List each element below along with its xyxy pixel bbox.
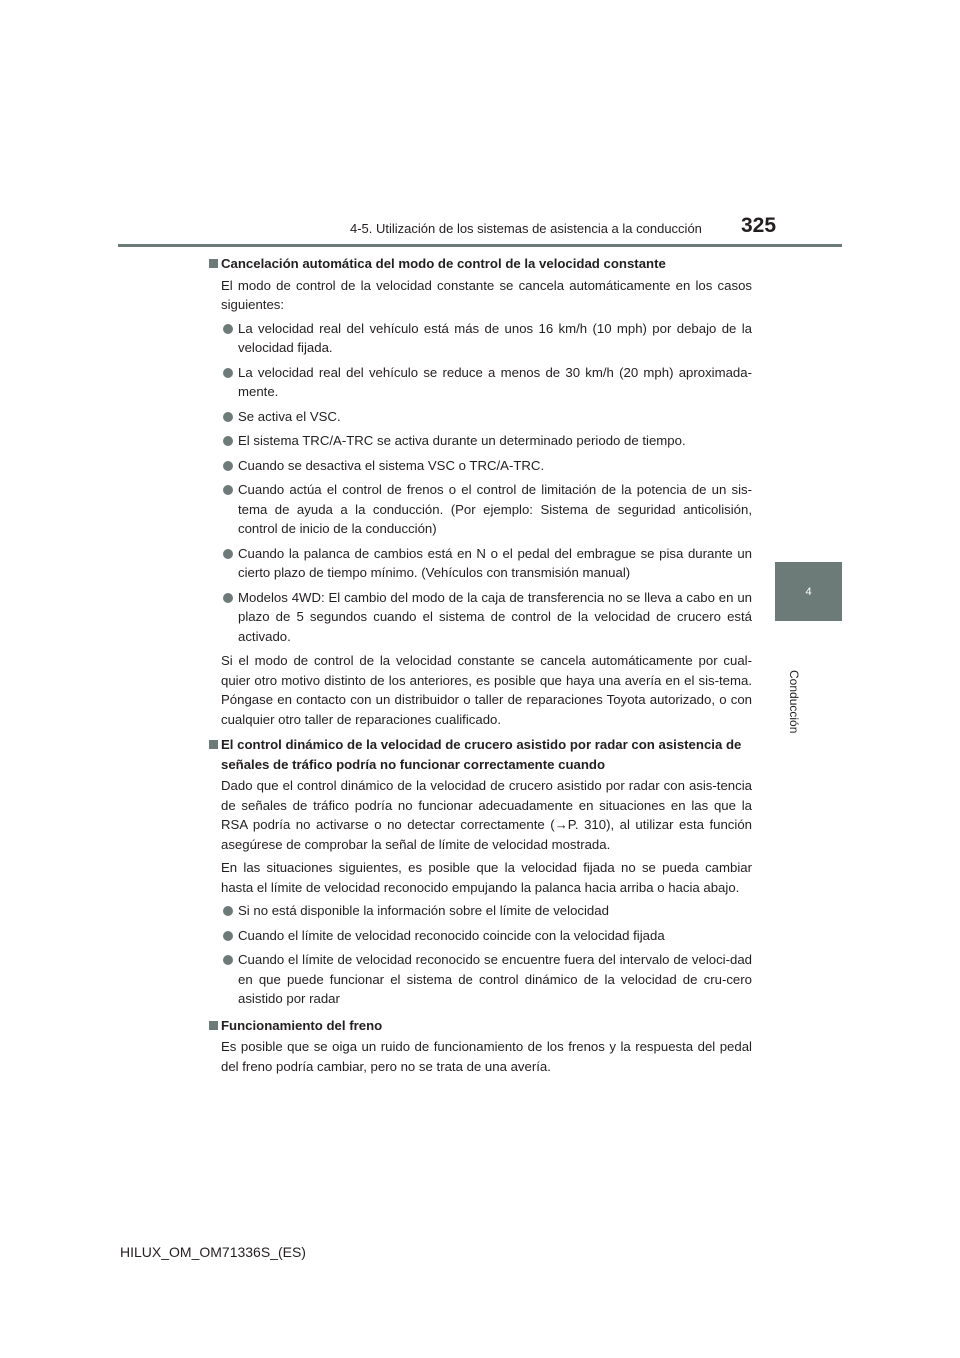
list-item-text: Cuando la palanca de cambios está en N o el pedal del embrague se pisa durante un cierto plazo de tiempo mínimo. (Vehículos con transmisión manual) bbox=[238, 545, 752, 580]
paragraph: Dado que el control dinámico de la velocidad de crucero asistido por radar con asis-tencia de señales de tráfico podría no funcionar adecuadamente en situaciones en las que la RSA podría no activarse o no detectar correctamente (→P. 310), al utilizar esta función asegúrese de comprobar la señal de límite de velocidad mostrada. bbox=[221, 778, 752, 852]
circle-bullet-icon bbox=[223, 955, 233, 965]
list-item-text: Se activa el VSC. bbox=[238, 408, 341, 424]
list-item bbox=[209, 456, 752, 476]
list-item bbox=[209, 926, 752, 946]
circle-bullet-icon bbox=[223, 549, 233, 559]
header-divider bbox=[118, 244, 842, 247]
circle-bullet-icon bbox=[223, 906, 233, 916]
square-bullet-icon bbox=[209, 1021, 218, 1030]
section-heading-text: Funcionamiento del freno bbox=[221, 1017, 383, 1033]
section-heading bbox=[209, 254, 752, 274]
circle-bullet-icon bbox=[223, 485, 233, 495]
list-item-text: La velocidad real del vehículo se reduce a menos de 30 km/h (20 mph) aproximada-mente. bbox=[238, 364, 752, 399]
square-bullet-icon bbox=[209, 740, 218, 749]
list-item bbox=[209, 363, 752, 402]
document-code: HILUX_OM_OM71336S_(ES) bbox=[120, 1244, 306, 1260]
paragraph: Si el modo de control de la velocidad constante se cancela automáticamente por cual-quier otro motivo distinto de los anteriores, es posible que haya una avería en el sis-tema. Póngase en contacto con un distribuidor o taller de reparaciones Toyota autorizado, o con cualquier otro taller de reparaciones cualificado. bbox=[221, 653, 752, 727]
section-heading-text: El control dinámico de la velocidad de crucero asistido por radar con asistencia de señales de tráfico podría no funcionar correctamente cuando bbox=[221, 737, 742, 772]
circle-bullet-icon bbox=[223, 593, 233, 603]
list-item-text: Si no está disponible la información sobre el límite de velocidad bbox=[238, 903, 609, 918]
list-item bbox=[209, 901, 752, 921]
chapter-number: 4 bbox=[805, 585, 812, 598]
list-item-text: Modelos 4WD: El cambio del modo de la caja de transferencia no se lleva a cabo en un plazo de 5 segundos cuando el sistema de control de la velocidad de crucero está activado. bbox=[238, 589, 752, 644]
list-item bbox=[209, 319, 752, 358]
chapter-label: Conducción bbox=[787, 670, 801, 734]
circle-bullet-icon bbox=[223, 931, 233, 941]
main-content bbox=[209, 254, 752, 1080]
page-number: 325 bbox=[741, 214, 777, 237]
section-heading bbox=[209, 735, 752, 774]
list-item bbox=[209, 588, 752, 647]
header-section-title: 4-5. Utilización de los sistemas de asistencia a la conducción bbox=[350, 221, 702, 236]
list-item bbox=[209, 544, 752, 583]
list-item-text: El sistema TRC/A-TRC se activa durante un determinado periodo de tiempo. bbox=[238, 433, 686, 448]
list-item-text: Cuando el límite de velocidad reconocido coincide con la velocidad fijada bbox=[238, 927, 665, 943]
square-bullet-icon bbox=[209, 259, 218, 268]
list-item bbox=[209, 950, 752, 1009]
list-item-text: La velocidad real del vehículo está más de unos 16 km/h (10 mph) por debajo de la velocidad fijada. bbox=[238, 320, 752, 355]
circle-bullet-icon bbox=[223, 368, 233, 378]
chapter-tab-label-area bbox=[775, 621, 842, 739]
list-item-text: Cuando actúa el control de frenos o el control de limitación de la potencia de un sis-tema de ayuda a la conducción. (Por ejemplo: Sistema de seguridad anticolisión, control de inicio de la conducción) bbox=[238, 482, 752, 536]
list-item-text: Cuando se desactiva el sistema VSC o TRC/A-TRC. bbox=[238, 457, 545, 473]
circle-bullet-icon bbox=[223, 324, 233, 334]
circle-bullet-icon bbox=[223, 412, 233, 422]
chapter-tab bbox=[775, 562, 842, 621]
list-item-text: Cuando el límite de velocidad reconocido se encuentre fuera del intervalo de veloci-dad en que puede funcionar el sistema de control dinámico de la velocidad de cru-cero asistido por radar bbox=[238, 952, 752, 1006]
list-item bbox=[209, 407, 752, 427]
list-item bbox=[209, 480, 752, 539]
circle-bullet-icon bbox=[223, 461, 233, 471]
list-item bbox=[209, 431, 752, 451]
paragraph: Es posible que se oiga un ruido de funcionamiento de los frenos y la respuesta del pedal del freno podría cambiar, pero no se trata de una avería. bbox=[221, 1039, 752, 1074]
section-heading bbox=[209, 1016, 752, 1036]
section-heading-text: Cancelación automática del modo de control de la velocidad constante bbox=[221, 256, 666, 271]
circle-bullet-icon bbox=[223, 436, 233, 446]
paragraph: En las situaciones siguientes, es posible que la velocidad fijada no se pueda cambiar hasta el límite de velocidad reconocido empujando la palanca hacia arriba o hacia abajo. bbox=[221, 860, 752, 895]
paragraph: El modo de control de la velocidad constante se cancela automáticamente en los casos siguientes: bbox=[221, 277, 752, 312]
